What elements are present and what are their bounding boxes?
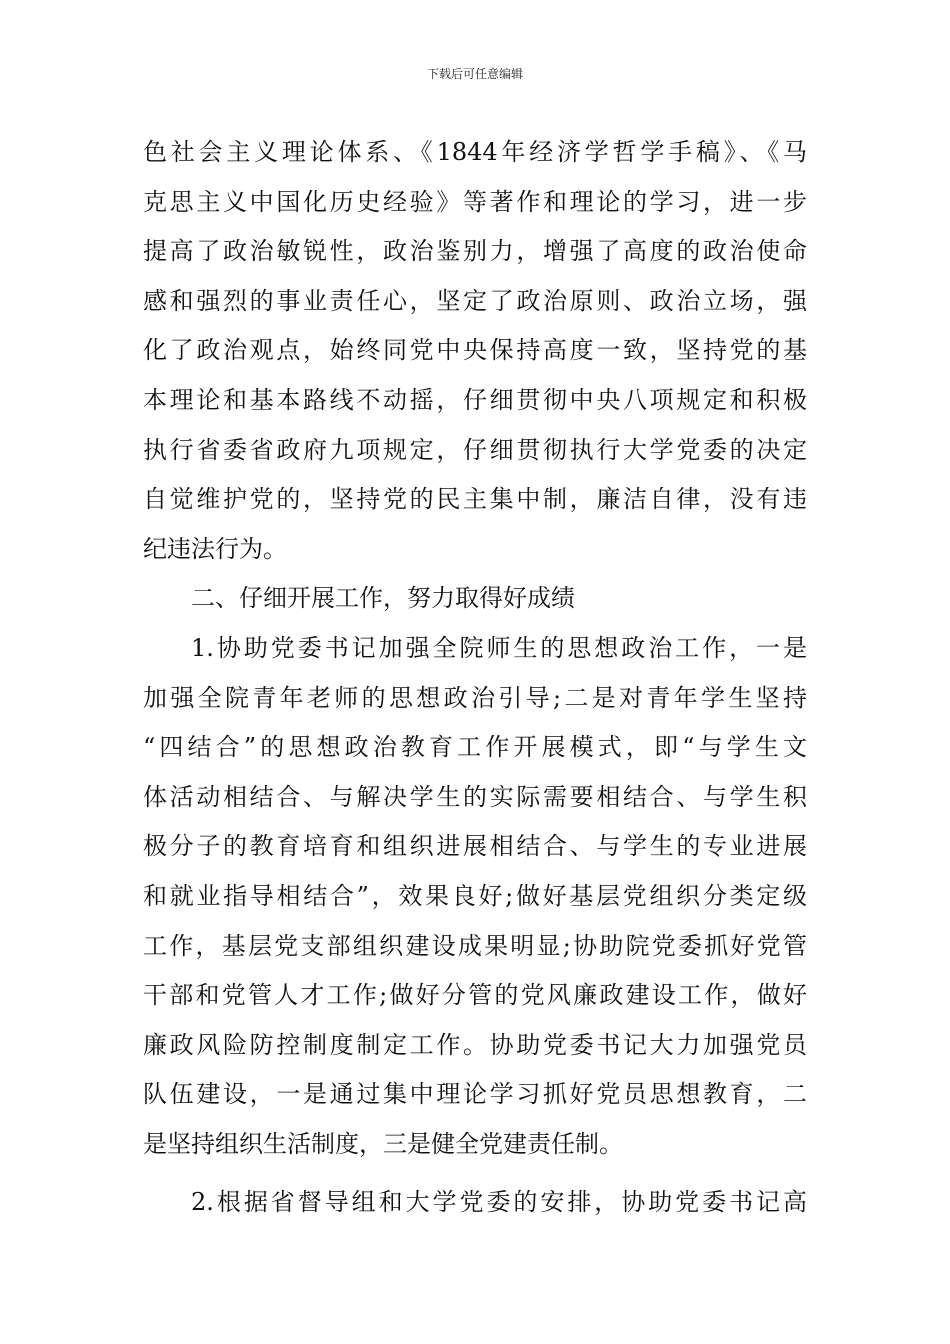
text-line: 克思主义中国化历史经验》等著作和理论的学习，进一步 xyxy=(143,187,807,216)
text-line: “四结合”的思想政治教育工作开展模式，即“与学生文 xyxy=(143,733,807,762)
text-line: 廉政风险防控制度制定工作。协助党委书记大力加强党员 xyxy=(143,1030,807,1059)
text-line: 和就业指导相结合”，效果良好;做好基层党组织分类定级 xyxy=(143,881,807,910)
section-heading xyxy=(143,574,807,624)
text-line: 感和强烈的事业责任心，坚定了政治原则、政治立场，强 xyxy=(143,286,807,315)
text-line: 本理论和基本路线不动摇，仔细贯彻中央八项规定和积极 xyxy=(143,385,807,414)
text-line: 执行省委省政府九项规定，仔细贯彻执行大学党委的决定 xyxy=(143,435,807,464)
text-line: 自觉维护党的，坚持党的民主集中制，廉洁自律，没有违 xyxy=(143,485,807,514)
text-line: 加强全院青年老师的思想政治引导;二是对青年学生坚持 xyxy=(143,683,807,712)
paragraph-3 xyxy=(143,624,807,1170)
text-line: 纪违法行为。 xyxy=(143,534,287,563)
text-line: 体活动相结合、与解决学生的实际需要相结合、与学生积 xyxy=(143,782,807,811)
text-line: 色社会主义理论体系、《1844年经济学哲学手稿》、《马 xyxy=(143,138,807,166)
section-heading-text: 二、仔细开展工作，努力取得好成绩 xyxy=(191,584,575,613)
text-line: 是坚持组织生活制度，三是健全党建责任制。 xyxy=(143,1129,623,1158)
text-line: 队伍建设，一是通过集中理论学习抓好党员思想教育，二 xyxy=(143,1080,807,1109)
paragraph-4 xyxy=(143,1178,807,1228)
text-line: 干部和党管人才工作;做好分管的党风廉政建设工作，做好 xyxy=(143,981,807,1010)
text-line: 工作，基层党支部组织建设成果明显;协助院党委抓好党管 xyxy=(143,931,807,960)
page-header-note: 下载后可任意编辑 xyxy=(426,67,523,81)
text-line: 极分子的教育培育和组织进展相结合、与学生的专业进展 xyxy=(143,832,807,861)
paragraph-1 xyxy=(143,128,807,574)
text-line: 2.根据省督导组和大学党委的安排，协助党委书记高 xyxy=(191,1188,807,1217)
text-line: 提高了政治敏锐性，政治鉴别力，增强了高度的政治使命 xyxy=(143,237,807,266)
document-body xyxy=(143,128,807,1228)
text-line: 1.协助党委书记加强全院师生的思想政治工作，一是 xyxy=(191,633,807,662)
text-line: 化了政治观点，始终同党中央保持高度一致，坚持党的基 xyxy=(143,336,807,365)
